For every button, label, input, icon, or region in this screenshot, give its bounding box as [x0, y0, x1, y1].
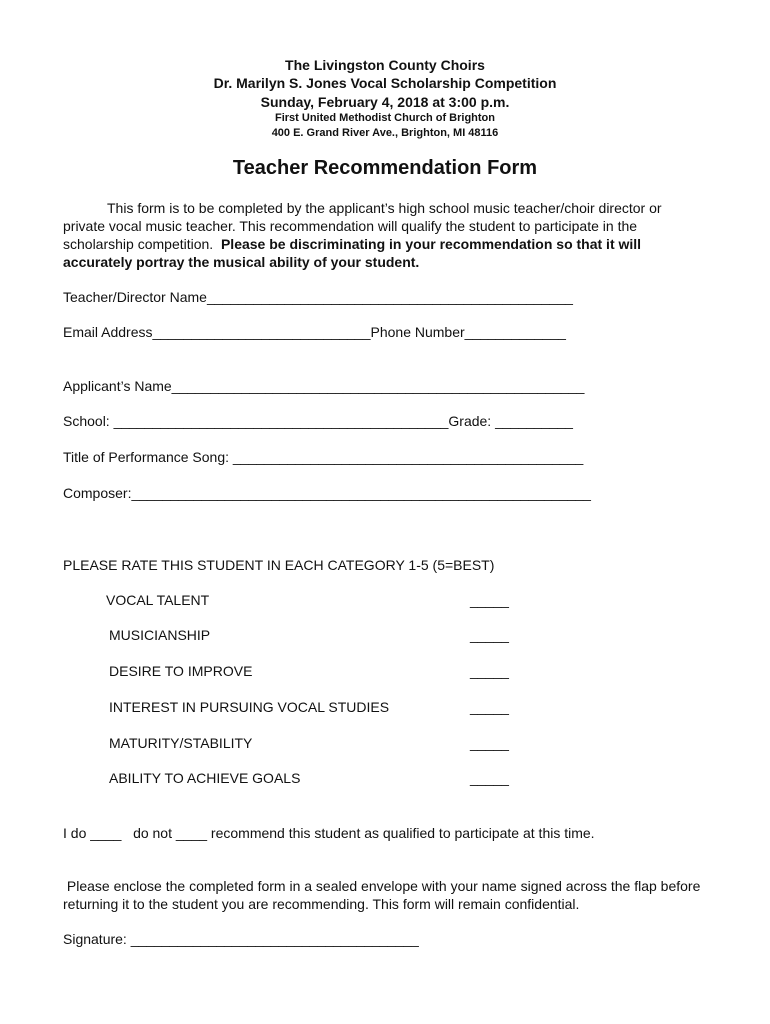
intro-emphasis: Please be discriminating in your recommendation so that it will accurately portray the musical ability of your student. [63, 236, 642, 270]
venue-name: First United Methodist Church of Brighton [275, 112, 495, 124]
applicant-name-field[interactable]: Applicant’s Name_____________________________________________________ [63, 378, 585, 394]
category-label: INTEREST IN PURSUING VOCAL STUDIES [109, 699, 390, 715]
rating-blank[interactable]: _____ [470, 735, 509, 751]
recommendation-text: recommend this student as qualified to participate at this time. [210, 825, 595, 841]
teacher-name-field[interactable]: Teacher/Director Name_______________________________________________ [63, 289, 573, 305]
rating-blank[interactable]: _____ [470, 770, 509, 786]
grade-field[interactable]: Grade: __________ [448, 413, 573, 429]
event-date: Sunday, February 4, 2018 at 3:00 p.m. [260, 94, 510, 110]
category-label: DESIRE TO IMPROVE [109, 663, 253, 679]
competition-name: Dr. Marilyn S. Jones Vocal Scholarship Competition [213, 75, 557, 91]
rating-blank[interactable]: _____ [470, 592, 509, 608]
org-name: The Livingston County Choirs [285, 57, 485, 73]
song-title-field[interactable]: Title of Performance Song: _____________________________________________ [63, 449, 584, 465]
intro-paragraph [63, 199, 703, 271]
signature-field[interactable]: Signature: _____________________________________ [63, 931, 419, 947]
i-do-blank[interactable]: I do ____ [63, 825, 122, 841]
category-label: VOCAL TALENT [106, 592, 210, 608]
rating-heading: PLEASE RATE THIS STUDENT IN EACH CATEGORY 1-5 (5=BEST) [63, 557, 495, 573]
rating-blank[interactable]: _____ [470, 663, 509, 679]
rating-blank[interactable]: _____ [470, 627, 509, 643]
composer-field[interactable]: Composer:___________________________________________________________ [63, 485, 591, 501]
category-label: MUSICIANSHIP [109, 627, 211, 643]
contact-row [63, 324, 566, 340]
closing-text: Please enclose the completed form in a sealed envelope with your name signed across the flap before returning it to the student you are recommending. This form will remain confidential. [63, 878, 701, 912]
category-label: ABILITY TO ACHIEVE GOALS [109, 770, 301, 786]
do-not-blank[interactable]: do not ____ [133, 825, 208, 841]
school-row [63, 413, 573, 429]
phone-field[interactable]: Phone Number_____________ [370, 324, 566, 340]
email-field[interactable]: Email Address____________________________ [63, 324, 371, 340]
closing-paragraph [63, 877, 713, 913]
venue-address: 400 E. Grand River Ave., Brighton, MI 48116 [271, 127, 499, 139]
school-field[interactable]: School: ___________________________________________ [63, 413, 449, 429]
page-title: Teacher Recommendation Form [232, 157, 538, 179]
intro-text: This form is to be completed by the applicant’s high school music teacher/choir director or private vocal music teacher. This recommendation will qualify the student to participate in the scholarship competition. [63, 200, 662, 252]
rating-blank[interactable]: _____ [470, 699, 509, 715]
recommendation-row [63, 825, 595, 841]
category-label: MATURITY/STABILITY [109, 735, 253, 751]
